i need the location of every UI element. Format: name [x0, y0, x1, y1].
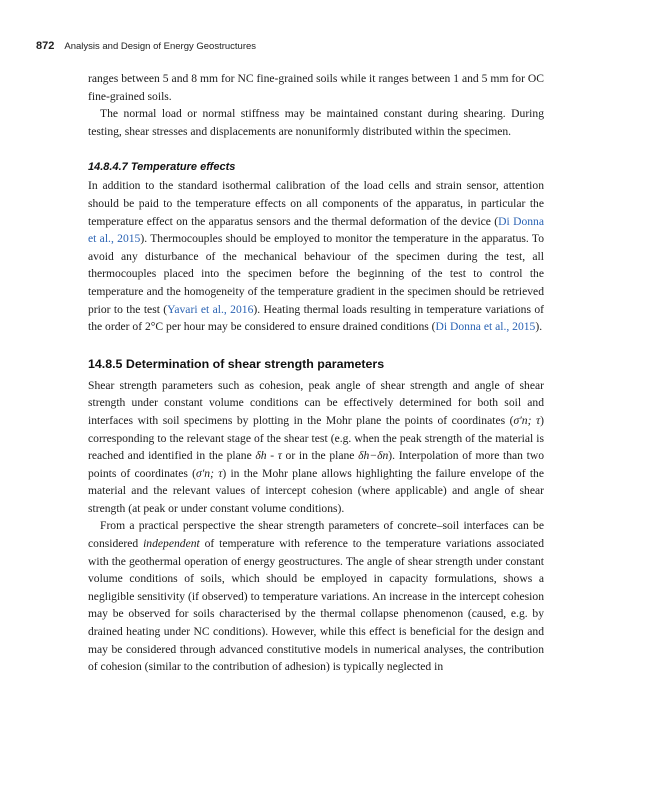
shear-text-d: ). Interpolation of more than two points of coordinates (	[88, 449, 544, 480]
citation-link-di-donna-1[interactable]: Di Donna et al., 2015	[88, 214, 544, 246]
shear-p2-text-a: From a practical perspective the shear strength parameters of concrete–soil interfaces can be considered	[88, 519, 544, 551]
section-heading-shear-strength: 14.8.5 Determination of shear strength parameters	[88, 356, 385, 371]
intro-paragraph-1: ranges between 5 and 8 mm for NC fine-grained soils while it ranges between 1 and 5 mm for OC fine-grained soils.	[88, 72, 544, 103]
shear-text-c: or in the plane	[281, 449, 359, 463]
math-coordinates-1: σ′n; τ	[513, 413, 541, 427]
temperature-text-c: ). Heating thermal loads resulting in temperature variations of the order of 2°C per hour may be considered to ensure drained conditions (	[88, 302, 544, 334]
shear-text-a: Shear strength parameters such as cohesion, peak angle of shear strength and angle of shear strength under constant volume conditions can be effectively determined for both soil and interfaces with soil specimens by plotting in the Mohr plane the points of coordinates (	[88, 378, 544, 427]
intro-paragraph-2: The normal load or normal stiffness may be maintained constant during shearing. During testing, shear stresses and displacements are nonuniformly distributed within the specimen.	[88, 107, 544, 138]
citation-link-di-donna-2[interactable]: Di Donna et al., 2015	[435, 320, 536, 334]
temperature-text-a: In addition to the standard isothermal calibration of the load cells and strain sensor, attention should be paid to the temperature effects on all components of the apparatus, in particular the temperature effect on the apparatus sensors and the thermal deformation of the device (	[88, 179, 544, 228]
citation-link-yavari[interactable]: Yavari et al., 2016	[167, 302, 254, 316]
shear-paragraph-1	[88, 377, 544, 518]
section-heading-temperature-effects: 14.8.4.7 Temperature effects	[88, 161, 236, 174]
shear-text-b: ) corresponding to the relevant stage of the shear test (e.g. when the peak strength of the material is reached and identified in the plane	[88, 413, 544, 463]
math-plane-1: δh - τ	[255, 449, 282, 463]
temperature-text-d: ).	[535, 320, 543, 334]
running-title: Analysis and Design of Energy Geostructures	[64, 41, 257, 52]
temperature-paragraph	[88, 177, 544, 335]
temperature-text-b: ). Thermocouples should be employed to monitor the temperature in the apparatus. To avoid any disturbance of the mechanical behaviour of the specimen during the test, all thermocouples placed into the specimen before the beginning of the test to control the temperature and the homogeneity of the temperature gradient in the specimen should be retrieved prior to the test (	[88, 232, 544, 316]
math-coordinates-2: σ′n; τ	[196, 466, 223, 480]
shear-p2-text-b: of temperature with reference to the temperature variations associated with the geothermal operation of energy geostructures. The angle of shear strength under constant volume conditions of soils, which should be employed in capacity formulations, shows a negligible sensitivity (if observed) to temperature variations. An increase in the intercept cohesion may be observed for soils characterised by the thermal collapse phenomenon (caused, e.g. by drained heating under NC conditions). However, while this effect is beneficial for the design and may be considered through advanced constitutive models in numerical analyses, the contribution of cohesion (similar to the contribution of adhesion) is typically neglected in	[88, 537, 544, 674]
shear-paragraph-2	[88, 517, 544, 675]
running-header	[36, 40, 256, 52]
emphasis-independent: independent	[143, 537, 200, 551]
body-text	[88, 70, 544, 676]
shear-text-e: ) in the Mohr plane allows highlighting the failure envelope of the material and the relevant values of intercept cohesion (where applicable) and angle of shear strength (at peak or under constant volume conditions).	[88, 466, 544, 515]
page-number: 872	[36, 40, 55, 52]
math-plane-2: δh−δn	[358, 449, 389, 463]
